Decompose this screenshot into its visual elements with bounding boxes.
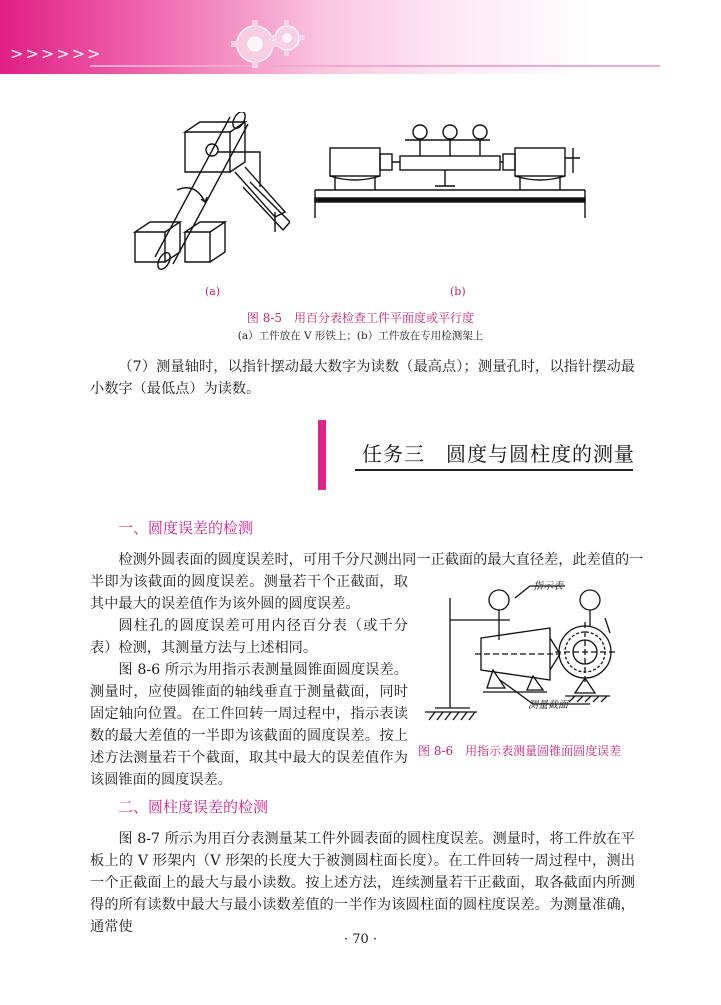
figure-8-5a-label: (a) — [205, 285, 221, 298]
section-1-paragraph-2: 圆柱孔的圆度误差可用内径百分表（或千分表）检测，其测量方法与上述相同。 — [90, 618, 408, 656]
section-1-paragraph-1-line-1: 检测外圆表面的圆度误差时，可用千分尺测出同一正截面的最大直径差，此差值的一 — [118, 552, 644, 568]
header-rule — [90, 65, 660, 67]
figure-8-5a-diagram — [125, 112, 290, 282]
figure-8-5-subcaption: (a）工件放在 V 形铁上；(b）工件放在专用检测架上 — [237, 330, 484, 342]
figure-8-5-caption: 图 8-5 用百分表检查工件平面度或平行度 — [246, 311, 475, 325]
gear-icon — [225, 14, 315, 72]
figure-8-6-diagram — [415, 578, 630, 736]
task-title: 任务三 圆度与圆柱度的测量 — [362, 442, 635, 466]
task-title-underline — [355, 469, 633, 471]
paragraph-7: （7）测量轴时，以指针摆动最大数字为读数（最高点）；测量孔时，以指针摆动最小数字（最低点）为读数。 — [90, 359, 635, 397]
task-heading-bar — [318, 420, 326, 490]
page-number: · 70 · — [343, 932, 378, 947]
figure-8-5b-diagram — [305, 118, 595, 283]
figure-8-6-label-section: 测量截面 — [528, 700, 568, 711]
section-1-title: 一、圆度误差的检测 — [118, 519, 254, 537]
header-chevrons: >>>>>> — [10, 44, 103, 63]
section-2-title: 二、圆柱度误差的检测 — [118, 798, 269, 816]
page-header-band — [0, 0, 721, 74]
section-2-paragraph-1: 图 8-7 所示为用百分表测量某工件外圆表面的圆柱度误差。测量时，将工件放在平板上的 V 形架内（V 形架的长度大于被测圆柱面长度）。在工件回转一周过程中，测出一个正截面上的最大与最小读数。按上述方法，连续测量若干正截面，取各截面内所测得的所有读数中最大与最小读数差值的一半作为该圆柱面的圆柱度误差。为测量准确，通常使 — [90, 831, 635, 935]
section-1-paragraph-3: 图 8-6 所示为用指示表测量圆锥面圆度误差。测量时，应使圆锥面的轴线垂直于测量截面，同时固定轴向位置。在工件回转一周过程中，指示表读数的最大差值的一半即为该截面的圆度误差。按上述方法测量若干个截面，取其中最大的误差值作为该圆锥面的圆度误差。 — [90, 662, 408, 788]
figure-8-6-label-indicator: 指示表 — [533, 581, 563, 592]
figure-8-5b-label: (b) — [450, 285, 466, 298]
figure-8-6-caption: 图 8-6 用指示表测量圆锥面圆度误差 — [418, 744, 622, 758]
section-1-paragraph-1-cont: 半即为该截面的圆度误差。测量若干个正截面，取其中最大的误差值作为该外圆的圆度误差。 — [90, 574, 408, 612]
